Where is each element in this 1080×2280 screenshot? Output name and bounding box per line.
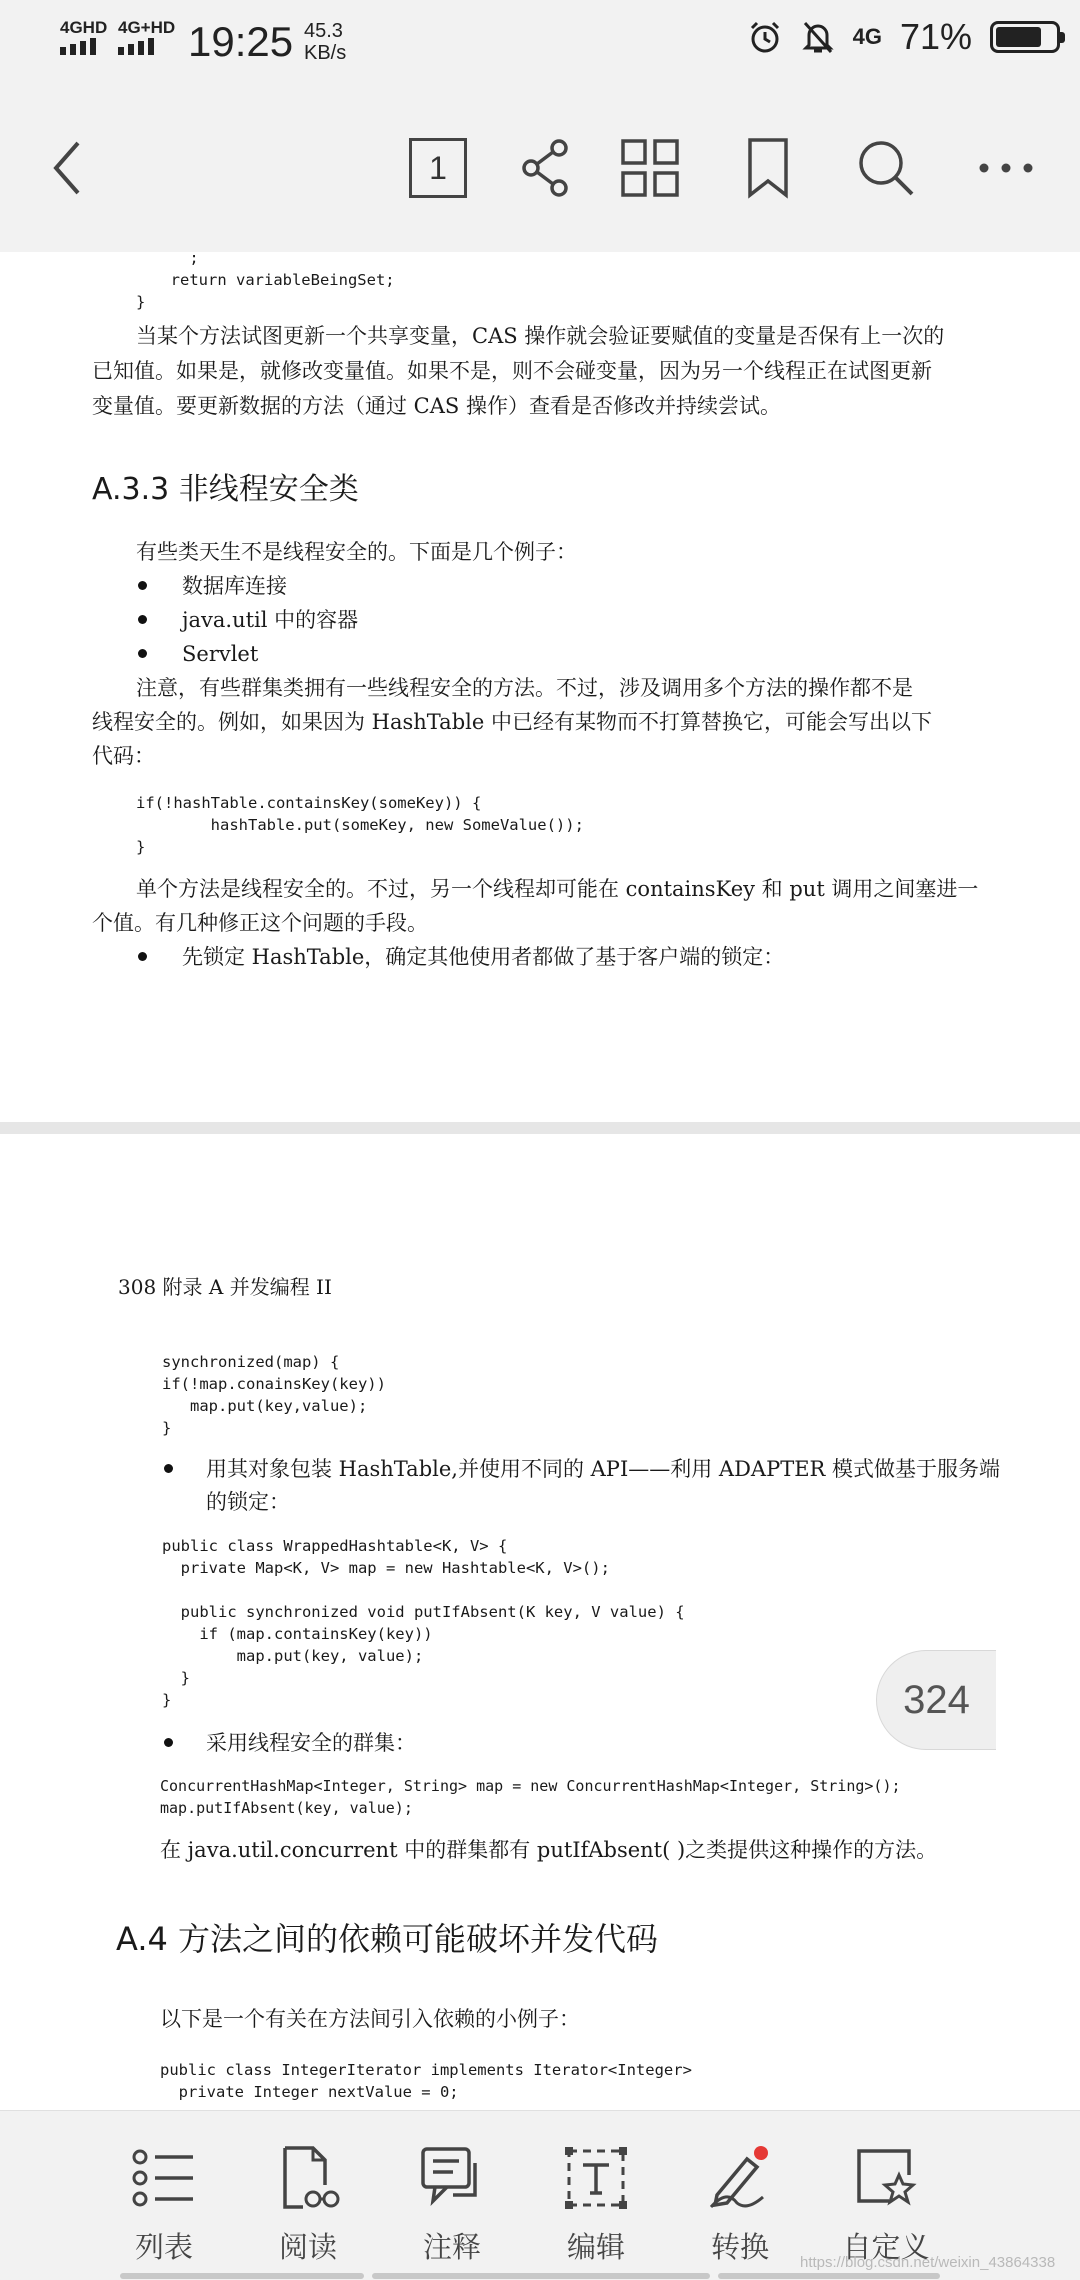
code-line: synchronized(map) { xyxy=(162,1353,340,1371)
thumbnails-button[interactable] xyxy=(612,130,688,206)
nav-label: 注释 xyxy=(422,2230,481,2264)
net-speed xyxy=(304,20,346,64)
document-page-1 xyxy=(0,249,1080,1122)
paragraph-line: 线程安全的。例如，如果因为 HashTable 中已经有某物而不打算替换它，可能会写出以下 xyxy=(92,710,932,734)
nav-list[interactable] xyxy=(104,2145,224,2266)
search-button[interactable] xyxy=(848,130,924,206)
page-header: 308 附录 A 并发编程 II xyxy=(118,1275,332,1299)
reader-toolbar xyxy=(0,80,1080,252)
code-fragment-line: return variableBeingSet; xyxy=(152,271,395,289)
nav-label: 自定义 xyxy=(842,2230,930,2264)
bullet-dot xyxy=(138,581,147,590)
code-fragment-line: } xyxy=(136,293,146,311)
bullet-dot xyxy=(138,952,147,961)
code-line: public class WrappedHashtable<K, V> { xyxy=(162,1537,508,1555)
paragraph-line: 单个方法是线程安全的。不过，另一个线程却可能在 containsKey 和 put 调用之间塞进一 xyxy=(136,877,979,901)
page-number-box: 1 xyxy=(409,138,467,198)
bullet-item: 用其对象包装 HashTable,并使用不同的 API——利用 ADAPTER 模式做基于服务端 xyxy=(206,1457,1001,1481)
nav-label: 列表 xyxy=(134,2230,193,2264)
scroll-indicator xyxy=(718,2273,940,2279)
bullet-dot xyxy=(138,649,147,658)
nav-label: 阅读 xyxy=(278,2230,337,2264)
code-fragment-line: ; xyxy=(152,249,199,267)
paragraph-line: 变量值。要更新数据的方法（通过 CAS 操作）查看是否修改并持续尝试。 xyxy=(92,394,781,418)
annotate-icon xyxy=(419,2145,485,2211)
status-bar xyxy=(0,0,1080,80)
customize-icon xyxy=(853,2145,919,2211)
share-button[interactable] xyxy=(508,130,584,206)
edit-icon xyxy=(563,2145,629,2211)
bookmark-icon xyxy=(746,137,790,199)
network-3-label: 4G xyxy=(852,24,882,49)
paragraph-line: 注意，有些群集类拥有一些线程安全的方法。不过，涉及调用多个方法的操作都不是 xyxy=(136,676,913,700)
page-jump-button[interactable] xyxy=(400,130,476,206)
code-line: map.put(key,value); xyxy=(162,1397,368,1415)
code-line: } xyxy=(162,1419,172,1437)
section-heading: A.4 方法之间的依赖可能破坏并发代码 xyxy=(116,1920,659,1958)
code-line: if (map.containsKey(key)) xyxy=(162,1625,433,1643)
code-line: map.putIfAbsent(key, value); xyxy=(160,1799,413,1817)
convert-icon xyxy=(707,2145,773,2211)
scroll-indicator xyxy=(372,2273,710,2279)
signal-1-icon xyxy=(60,38,96,55)
net-speed-unit: KB/s xyxy=(304,42,347,64)
document-page-2 xyxy=(0,1134,1080,2110)
bookmark-button[interactable] xyxy=(730,130,806,206)
bullet-item: Servlet xyxy=(182,642,259,666)
scroll-indicator xyxy=(120,2273,364,2279)
bullet-item: 的锁定： xyxy=(206,1490,290,1514)
nav-read[interactable] xyxy=(248,2145,368,2266)
nav-label: 转换 xyxy=(710,2230,769,2264)
paragraph-line: 有些类天生不是线程安全的。下面是几个例子： xyxy=(136,540,577,564)
code-line: map.put(key, value); xyxy=(162,1647,424,1665)
read-icon xyxy=(275,2145,341,2211)
nav-edit[interactable] xyxy=(536,2145,656,2266)
bullet-dot xyxy=(164,1464,173,1473)
network-2-label: 4G+HD xyxy=(118,18,176,37)
watermark: https://blog.csdn.net/weixin_43864338 xyxy=(800,2254,1056,2271)
nav-convert[interactable] xyxy=(680,2145,800,2266)
code-line: public synchronized void putIfAbsent(K key, V value) { xyxy=(162,1603,685,1621)
alarm-icon xyxy=(747,19,783,55)
paragraph-line: 当某个方法试图更新一个共享变量，CAS 操作就会验证要赋值的变量是否保有上一次的 xyxy=(136,324,945,348)
clock: 19:25 xyxy=(188,18,294,65)
code-line: if(!map.conainsKey(key)) xyxy=(162,1375,386,1393)
page-separator xyxy=(0,1122,1080,1134)
code-line: private Integer nextValue = 0; xyxy=(160,2083,459,2101)
nav-annotate[interactable] xyxy=(392,2145,512,2266)
search-icon xyxy=(856,138,916,198)
battery-percent: 71% xyxy=(899,16,972,57)
paragraph-line: 代码： xyxy=(92,744,155,768)
status-right xyxy=(747,16,1060,58)
paragraph-line: 以下是一个有关在方法间引入依赖的小例子： xyxy=(160,2007,580,2031)
bullet-item: 数据库连接 xyxy=(182,574,287,598)
nav-label: 编辑 xyxy=(566,2230,625,2264)
code-line: ConcurrentHashMap<Integer, String> map = new ConcurrentHashMap<Integer, String>(); xyxy=(160,1777,901,1795)
battery-icon xyxy=(990,21,1060,53)
nav-customize[interactable] xyxy=(826,2145,946,2266)
bullet-item: 采用线程安全的群集： xyxy=(206,1731,416,1755)
paragraph-line: 已知值。如果是，就修改变量值。如果不是，则不会碰变量，因为另一个线程正在试图更新 xyxy=(92,359,932,383)
bullet-dot xyxy=(164,1738,173,1747)
bullet-item: java.util 中的容器 xyxy=(182,608,359,632)
code-line: if(!hashTable.containsKey(someKey)) { xyxy=(136,794,482,812)
code-line: hashTable.put(someKey, new SomeValue()); xyxy=(136,816,584,834)
code-line: } xyxy=(162,1669,190,1687)
code-line: } xyxy=(136,838,146,856)
bullet-dot xyxy=(138,615,147,624)
bullet-item: 先锁定 HashTable，确定其他使用者都做了基于客户端的锁定： xyxy=(182,945,785,969)
paragraph-line: 个值。有几种修正这个问题的手段。 xyxy=(92,911,428,935)
mute-icon xyxy=(801,19,835,55)
code-line: public class IntegerIterator implements Iterator<Integer> xyxy=(160,2061,692,2079)
code-line: } xyxy=(162,1691,172,1709)
page-indicator[interactable]: 324 xyxy=(876,1650,996,1750)
list-icon xyxy=(131,2145,197,2211)
more-icon xyxy=(976,161,1036,175)
share-icon xyxy=(519,138,573,198)
net-speed-value: 45.3 xyxy=(304,20,343,42)
signal-2-icon xyxy=(118,38,154,55)
grid-icon xyxy=(620,138,680,198)
network-1-label: 4GHD xyxy=(60,18,108,37)
code-line: private Map<K, V> map = new Hashtable<K, V>(); xyxy=(162,1559,610,1577)
paragraph-line: 在 java.util.concurrent 中的群集都有 putIfAbsent( )之类提供这种操作的方法。 xyxy=(160,1838,938,1862)
back-button[interactable] xyxy=(30,130,106,206)
back-arrow-icon xyxy=(48,138,88,198)
more-button[interactable] xyxy=(968,130,1044,206)
section-heading: A.3.3 非线程安全类 xyxy=(92,472,359,507)
